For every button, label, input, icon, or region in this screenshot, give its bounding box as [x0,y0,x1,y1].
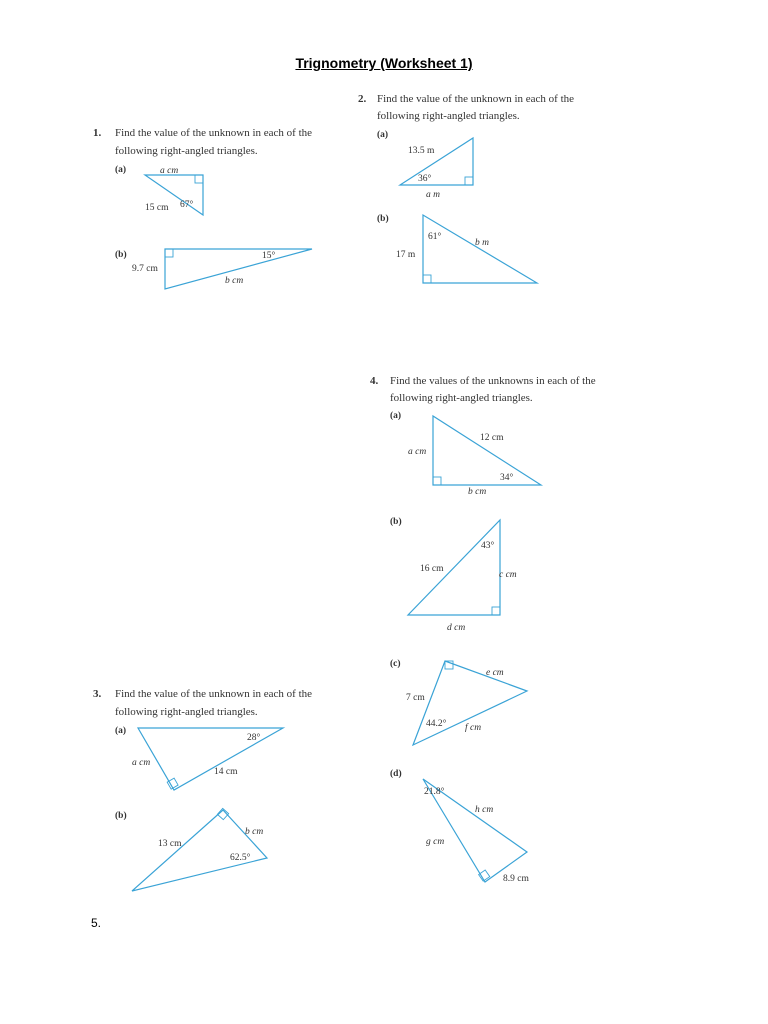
question-2 [358,93,574,283]
question-4a-tag: (a) [390,411,402,421]
label-2b-angle: 61° [428,232,442,242]
question-5-number: 5. [91,916,102,930]
triangle-3a [138,728,283,790]
question-2-number: 2. [358,93,367,105]
label-1b-left: 9.7 cm [132,264,158,274]
triangle-2b [423,215,537,283]
label-2a-hyp: 13.5 m [408,146,435,156]
right-angle-marker [165,249,173,257]
question-4d-tag: (d) [390,769,402,779]
label-4a-hyp: 12 cm [480,433,504,443]
question-4 [370,375,596,884]
label-1a-side: 15 cm [145,203,169,213]
questions-1-2-panel [90,85,622,300]
label-3a-angle: 28° [247,733,261,743]
question-1-number: 1. [93,127,102,139]
question-1-text-line1: Find the value of the unknown in each of the [115,127,313,139]
questions-3-4-panel [90,368,644,903]
label-1b-bottom: b cm [225,276,244,286]
label-4a-angle: 34° [500,473,514,483]
label-4b-side: c cm [499,570,517,580]
label-3a-side: a cm [132,758,151,768]
question-2b-tag: (b) [377,214,389,224]
label-3a-leg: 14 cm [214,767,238,777]
label-1a-angle: 67° [180,200,194,210]
triangle-4a [433,416,541,485]
right-angle-marker [195,175,203,183]
right-angle-marker [465,177,473,185]
label-2b-side: 17 m [396,250,416,260]
question-3-number: 3. [93,688,102,700]
triangle-3b [132,810,267,891]
label-3b-hyp: 13 cm [158,839,182,849]
question-4b-tag: (b) [390,517,402,527]
label-4c-top: e cm [486,668,504,678]
question-1 [93,127,312,289]
question-3-text-line1: Find the value of the unknown in each of the [115,688,313,700]
question-4-number: 4. [370,375,379,387]
label-4a-side: a cm [408,447,427,457]
question-3-text-line2: following right-angled triangles. [115,706,258,718]
page-title: Trignometry (Worksheet 1) [295,55,473,71]
question-4-text-line1: Find the values of the unknowns in each of the [390,375,596,387]
label-4b-bottom: d cm [447,623,466,633]
label-2a-angle: 36° [418,174,432,184]
question-2a-tag: (a) [377,130,389,140]
label-4b-angle: 43° [481,541,495,551]
label-4c-other: f cm [465,723,482,733]
label-4d-angle: 21.8° [424,787,445,797]
question-4-text-line2: following right-angled triangles. [390,392,533,404]
question-1b-tag: (b) [115,250,127,260]
label-3b-side: b cm [245,827,264,837]
question-4c-tag: (c) [390,659,401,669]
label-2a-bottom: a m [426,190,440,200]
label-4d-side: h cm [475,805,494,815]
question-3b-tag: (b) [115,811,127,821]
label-3b-angle: 62.5° [230,853,251,863]
label-4b-hyp: 16 cm [420,564,444,574]
right-angle-marker [423,275,431,283]
label-4d-bottom: 8.9 cm [503,874,529,884]
question-3 [93,688,312,891]
label-1a-top: a cm [160,166,179,176]
label-4c-angle: 44.2° [426,719,447,729]
question-3a-tag: (a) [115,726,127,736]
question-1a-tag: (a) [115,165,127,175]
question-2-text-line2: following right-angled triangles. [377,110,520,122]
label-4a-bottom: b cm [468,487,487,497]
label-4c-side: 7 cm [406,693,425,703]
right-angle-marker [492,607,500,615]
question-1-text-line2: following right-angled triangles. [115,145,258,157]
label-1b-angle: 15° [262,251,276,261]
label-2b-hyp: b m [475,238,489,248]
right-angle-marker [433,477,441,485]
label-4d-left: g cm [426,837,445,847]
question-2-text-line1: Find the value of the unknown in each of the [377,93,575,105]
